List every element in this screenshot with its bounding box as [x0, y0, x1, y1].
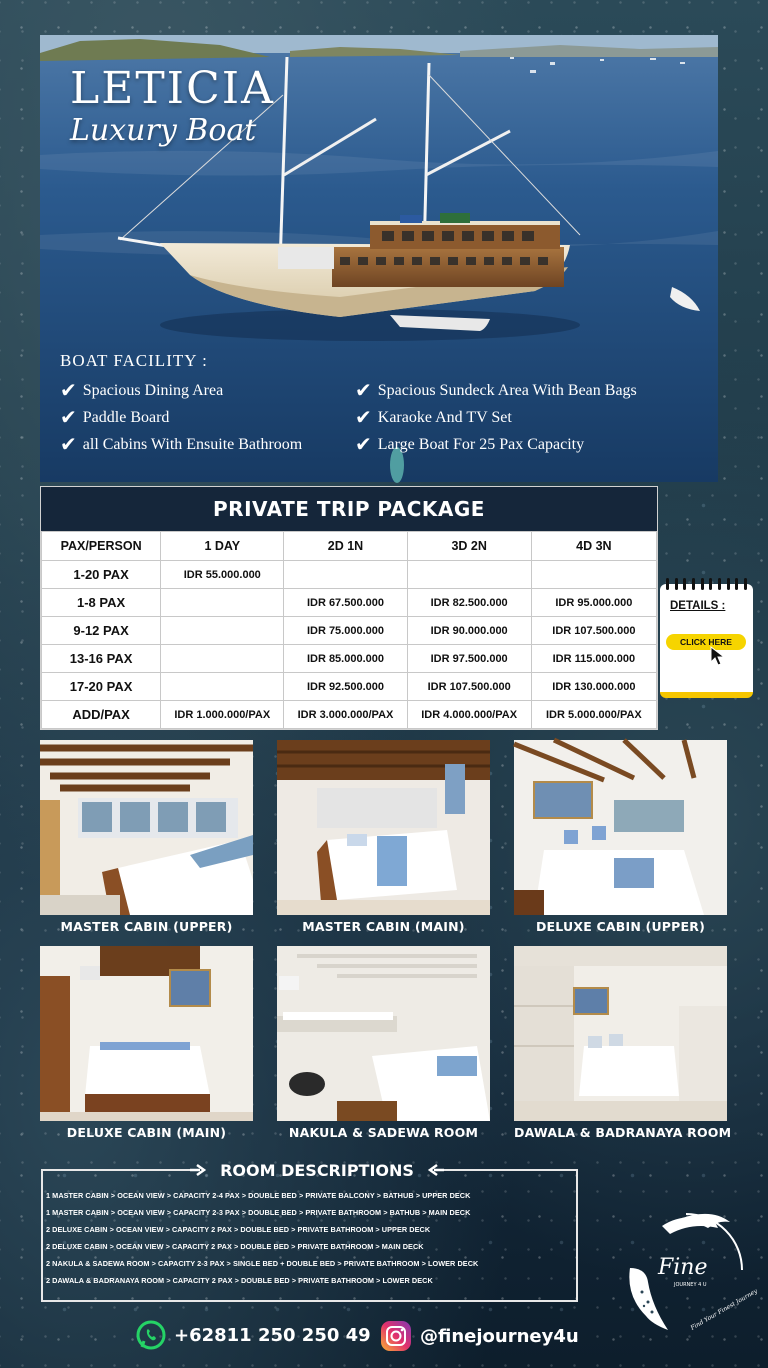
room-card-deluxe-upper — [514, 740, 727, 934]
room-caption: DELUXE CABIN (MAIN) — [66, 1125, 227, 1140]
room-card-nakula-sadewa — [277, 946, 490, 1140]
price-cell: IDR 55.000.000 — [161, 561, 284, 589]
click-here-button[interactable]: CLICK HERE — [666, 634, 746, 650]
room-photo — [40, 946, 253, 1121]
table-row — [42, 673, 657, 701]
checkmark-icon: ✔ — [355, 434, 372, 456]
instagram-contact[interactable] — [380, 1320, 579, 1352]
price-cell: IDR 4.000.000/PAX — [407, 701, 531, 729]
table-row — [42, 589, 657, 617]
checkmark-icon: ✔ — [355, 380, 372, 402]
price-cell: IDR 3.000.000/PAX — [284, 701, 407, 729]
boat-name-title: LETICIA — [70, 63, 275, 114]
instagram-handle: @finejourney4u — [420, 1325, 579, 1347]
table-header-row — [42, 532, 657, 561]
price-table — [41, 531, 657, 729]
logo-brand: Fine — [658, 1255, 708, 1280]
price-cell: IDR 67.500.000 — [284, 589, 407, 617]
header-rule — [41, 1169, 56, 1171]
column-header: 2D 1N — [284, 532, 407, 561]
price-cell: IDR 90.000.000 — [407, 617, 531, 645]
price-table-title: PRIVATE TRIP PACKAGE — [41, 487, 657, 531]
price-cell: IDR 1.000.000/PAX — [161, 701, 284, 729]
room-descriptions-list — [46, 1187, 570, 1289]
table-row — [42, 701, 657, 729]
price-cell: IDR 5.000.000/PAX — [531, 701, 656, 729]
facility-item: ✔ Karaoke And TV Set — [355, 407, 512, 429]
price-cell: IDR 97.500.000 — [407, 645, 531, 673]
price-cell — [161, 645, 284, 673]
header-rule — [56, 1169, 190, 1171]
room-photo — [277, 740, 490, 915]
facility-item: ✔ Spacious Sundeck Area With Bean Bags — [355, 380, 637, 402]
price-cell: IDR 92.500.000 — [284, 673, 407, 701]
table-row — [42, 645, 657, 673]
column-header: 1 DAY — [161, 532, 284, 561]
price-cell: IDR 85.000.000 — [284, 645, 407, 673]
price-cell — [161, 589, 284, 617]
room-photo — [514, 946, 727, 1121]
room-caption: MASTER CABIN (UPPER) — [60, 919, 233, 934]
whale-shark-logo-icon — [622, 1206, 759, 1336]
column-header: 4D 3N — [531, 532, 656, 561]
details-label: DETAILS : — [670, 600, 726, 612]
room-caption: DAWALA & BADRANAYA ROOM — [514, 1125, 732, 1140]
facility-item: ✔ Paddle Board — [60, 407, 170, 429]
room-card-dawala-badranaya — [514, 946, 732, 1140]
description-line: 1 MASTER CABIN > OCEAN VIEW > CAPACITY 2-3 PAX > DOUBLE BED > PRIVATE BATHROOM > BATHUB > MAIN DECK — [46, 1208, 471, 1217]
facility-list — [60, 381, 710, 455]
table-row — [42, 617, 657, 645]
pax-cell: 17-20 PAX — [42, 673, 161, 701]
room-photo — [40, 740, 253, 915]
price-cell: IDR 107.500.000 — [531, 617, 656, 645]
facility-title: BOAT FACILITY : — [60, 351, 208, 370]
table-row — [42, 561, 657, 589]
price-cell — [284, 561, 407, 589]
details-card[interactable] — [660, 584, 753, 698]
logo-tagline: Find Your Finest Journey — [689, 1287, 759, 1332]
room-caption: DELUXE CABIN (UPPER) — [535, 919, 705, 934]
fine-journey-logo — [622, 1206, 759, 1336]
facility-item: ✔ Spacious Dining Area — [60, 380, 224, 402]
room-card-deluxe-main — [40, 946, 253, 1140]
description-line: 2 DAWALA & BADRANAYA ROOM > CAPACITY 2 PAX > DOUBLE BED > PRIVATE BATHROOM > LOWER DECK — [46, 1276, 433, 1285]
notebook-spiral-icon — [666, 578, 747, 590]
checkmark-icon: ✔ — [355, 407, 372, 429]
hero-boat-photo — [40, 35, 718, 482]
arrow-right-icon — [190, 1164, 206, 1176]
description-line: 2 NAKULA & SADEWA ROOM > CAPACITY 2-3 PAX > SINGLE BED + DOUBLE BED > PRIVATE BATHROOM > LOWER DECK — [46, 1259, 479, 1268]
checkmark-icon: ✔ — [60, 380, 77, 402]
description-line: 2 DELUXE CABIN > OCEAN VIEW > CAPACITY 2 PAX > DOUBLE BED > PRIVATE BATHROOM > UPPER DECK — [46, 1225, 431, 1234]
price-cell — [161, 673, 284, 701]
cursor-icon — [710, 646, 726, 666]
pax-cell: 13-16 PAX — [42, 645, 161, 673]
whatsapp-contact[interactable] — [136, 1320, 371, 1350]
whatsapp-icon — [136, 1320, 166, 1350]
column-header: PAX/PERSON — [42, 532, 161, 561]
price-cell: IDR 95.000.000 — [531, 589, 656, 617]
room-descriptions-title: ROOM DESCRIPTIONS — [220, 1160, 414, 1180]
price-cell: IDR 115.000.000 — [531, 645, 656, 673]
checkmark-icon: ✔ — [60, 407, 77, 429]
checkmark-icon: ✔ — [60, 434, 77, 456]
pax-cell: 1-20 PAX — [42, 561, 161, 589]
price-cell: IDR 107.500.000 — [407, 673, 531, 701]
phone-number: +62811 250 250 49 — [174, 1324, 371, 1346]
logo-sub: JOURNEY 4 U — [674, 1282, 707, 1288]
price-cell: IDR 82.500.000 — [407, 589, 531, 617]
price-cell — [407, 561, 531, 589]
boat-subtitle: Luxury Boat — [70, 113, 257, 148]
room-card-master-main — [277, 740, 490, 934]
price-table-card — [40, 486, 658, 730]
facility-item: ✔ Large Boat For 25 Pax Capacity — [355, 434, 585, 456]
instagram-icon — [380, 1320, 412, 1352]
description-line: 1 MASTER CABIN > OCEAN VIEW > CAPACITY 2-4 PAX > DOUBLE BED > PRIVATE BALCONY > BATHUB > UPPER DECK — [46, 1191, 471, 1200]
pax-cell: ADD/PAX — [42, 701, 161, 729]
room-caption: NAKULA & SADEWA ROOM — [288, 1125, 479, 1140]
arrow-left-icon — [428, 1164, 444, 1176]
price-cell — [531, 561, 656, 589]
price-cell: IDR 75.000.000 — [284, 617, 407, 645]
header-rule — [444, 1169, 578, 1171]
room-descriptions-header — [41, 1158, 578, 1182]
column-header: 3D 2N — [407, 532, 531, 561]
room-card-master-upper — [40, 740, 253, 934]
description-line: 2 DELUXE CABIN > OCEAN VIEW > CAPACITY 2 PAX > DOUBLE BED > PRIVATE BATHROOM > MAIN DECK — [46, 1242, 424, 1251]
pax-cell: 9-12 PAX — [42, 617, 161, 645]
price-cell: IDR 130.000.000 — [531, 673, 656, 701]
facility-item: ✔ all Cabins With Ensuite Bathroom — [60, 434, 303, 456]
pax-cell: 1-8 PAX — [42, 589, 161, 617]
room-photo — [514, 740, 727, 915]
room-caption: MASTER CABIN (MAIN) — [302, 919, 465, 934]
price-cell — [161, 617, 284, 645]
room-photo — [277, 946, 490, 1121]
